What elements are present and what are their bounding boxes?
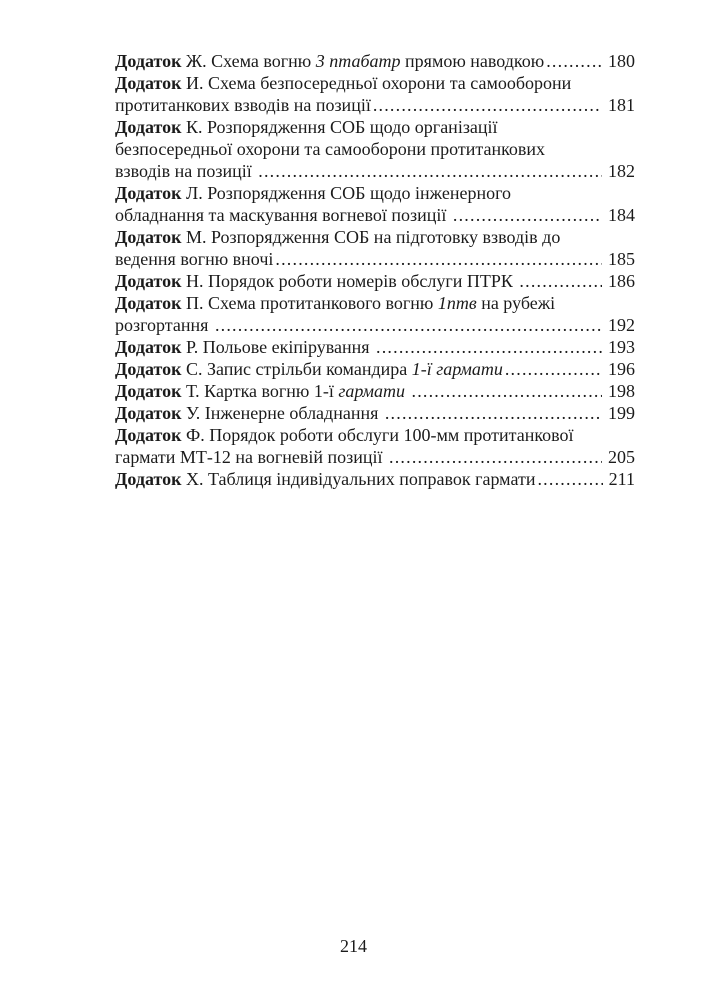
dot-leader [537, 468, 602, 490]
toc-entry [115, 424, 635, 468]
dot-leader [389, 446, 602, 468]
toc-page-number: 182 [608, 161, 635, 181]
toc-entry [115, 380, 635, 402]
toc-text-segment: безпосередньої охорони та самооборони протитанкових [115, 139, 546, 159]
toc-line-text [115, 358, 503, 380]
toc-text-segment: Р. Польове екіпірування [181, 337, 375, 357]
toc-page-number: 180 [608, 51, 635, 71]
toc-text-segment: гармати МТ-12 на вогневій позиції [115, 447, 388, 467]
toc-text-segment: Додаток [115, 425, 182, 445]
toc [115, 50, 635, 490]
toc-line-text [115, 204, 451, 226]
toc-entry [115, 116, 635, 182]
toc-page-number: 184 [608, 205, 635, 225]
toc-text-segment: Ф. Порядок роботи обслуги 100-мм протитанкової [181, 425, 574, 445]
toc-text-segment: взводів на позиції [115, 161, 257, 181]
toc-text-segment: розгортання [115, 315, 213, 335]
toc-text-segment: Додаток [115, 293, 182, 313]
toc-line-text [115, 50, 544, 72]
toc-text-segment: Додаток [115, 381, 182, 401]
toc-text-segment: М. Розпорядження СОБ на підготовку взводів до [181, 227, 561, 247]
toc-line-text [115, 380, 410, 402]
toc-page-number: 205 [608, 447, 635, 467]
toc-line [115, 292, 635, 314]
dot-leader [505, 358, 602, 380]
toc-text-segment: 3 птабатр [315, 51, 401, 71]
toc-entry [115, 292, 635, 336]
toc-line-text [115, 446, 387, 468]
toc-text-segment: Додаток [115, 403, 182, 423]
toc-page-number: 181 [608, 95, 635, 115]
toc-text-segment: протитанкових взводів на позиції [115, 95, 371, 115]
toc-text-segment: Н. Порядок роботи номерів обслуги ПТРК [181, 271, 518, 291]
toc-line [115, 94, 635, 116]
toc-line [115, 358, 635, 380]
toc-text-segment: Л. Розпорядження СОБ щодо інженерного [181, 183, 512, 203]
toc-entry [115, 336, 635, 358]
toc-line-text [115, 336, 374, 358]
toc-line [115, 380, 635, 402]
toc-text-segment: Додаток [115, 183, 182, 203]
toc-page-number: 198 [608, 381, 635, 401]
toc-line-text [115, 425, 574, 445]
dot-leader [275, 248, 602, 270]
dot-leader [258, 160, 602, 182]
dot-leader [373, 94, 602, 116]
toc-text-segment: 1-ї гармати [411, 359, 503, 379]
toc-line [115, 204, 635, 226]
toc-text-segment: С. Запис стрільби командира [181, 359, 412, 379]
toc-line-text [115, 183, 511, 203]
toc-page-number: 185 [608, 249, 635, 269]
toc-text-segment: Ж. Схема вогню [181, 51, 316, 71]
toc-text-segment: Х. Таблиця індивідуальних поправок гармати [181, 469, 536, 489]
toc-line [115, 182, 635, 204]
toc-line-text [115, 402, 383, 424]
toc-line-text [115, 73, 571, 93]
toc-text-segment: Т. Картка вогню 1-ї [181, 381, 339, 401]
toc-text-segment: П. Схема протитанкового вогню [181, 293, 438, 313]
toc-entry [115, 182, 635, 226]
dot-leader [546, 50, 602, 72]
toc-line-text [115, 314, 213, 336]
toc-text-segment: на рубежі [476, 293, 556, 313]
toc-line-text [115, 468, 535, 490]
toc-entry [115, 72, 635, 116]
toc-text-segment: У. Інженерне обладнання [181, 403, 383, 423]
toc-line-text [115, 94, 371, 116]
toc-text-segment: 1птв [437, 293, 477, 313]
toc-line [115, 160, 635, 182]
toc-page-number: 186 [608, 271, 635, 291]
toc-text-segment: обладнання та маскування вогневої позиції [115, 205, 451, 225]
toc-line [115, 446, 635, 468]
dot-leader [453, 204, 602, 226]
toc-text-segment: Додаток [115, 73, 182, 93]
toc-text-segment: прямою наводкою [400, 51, 545, 71]
dot-leader [215, 314, 602, 336]
toc-line [115, 402, 635, 424]
toc-entry [115, 226, 635, 270]
toc-text-segment: Додаток [115, 337, 182, 357]
toc-page-number: 192 [608, 315, 635, 335]
footer-page-number: 214 [340, 936, 367, 956]
toc-line [115, 424, 635, 446]
toc-text-segment: Додаток [115, 359, 182, 379]
dot-leader [519, 270, 602, 292]
toc-line-text [115, 160, 256, 182]
toc-line [115, 468, 635, 490]
toc-text-segment: И. Схема безпосередньої охорони та самооборони [181, 73, 572, 93]
dot-leader [412, 380, 603, 402]
toc-entry [115, 468, 635, 490]
toc-text-segment [405, 381, 410, 401]
toc-line-text [115, 139, 545, 159]
toc-line [115, 116, 635, 138]
toc-line [115, 270, 635, 292]
toc-line [115, 50, 635, 72]
toc-line-text [115, 117, 498, 137]
toc-text-segment: ведення вогню вночі [115, 249, 274, 269]
toc-line [115, 138, 635, 160]
toc-entry [115, 50, 635, 72]
toc-line-text [115, 293, 555, 313]
toc-text-segment: Додаток [115, 271, 182, 291]
toc-line [115, 336, 635, 358]
toc-line [115, 314, 635, 336]
toc-line-text [115, 227, 560, 247]
toc-text-segment: гармати [338, 381, 405, 401]
toc-text-segment: Додаток [115, 227, 182, 247]
dot-leader [385, 402, 602, 424]
toc-page-number: 211 [608, 469, 635, 489]
toc-text-segment: Додаток [115, 51, 182, 71]
toc-entry [115, 270, 635, 292]
toc-line-text [115, 248, 273, 270]
toc-entry [115, 402, 635, 424]
toc-line [115, 226, 635, 248]
toc-page-number: 196 [608, 359, 635, 379]
toc-entry [115, 358, 635, 380]
toc-page-number: 199 [608, 403, 635, 423]
toc-text-segment: К. Розпорядження СОБ щодо організації [181, 117, 498, 137]
toc-line-text [115, 270, 517, 292]
toc-text-segment: Додаток [115, 117, 182, 137]
toc-line [115, 72, 635, 94]
dot-leader [376, 336, 602, 358]
toc-text-segment: Додаток [115, 469, 182, 489]
toc-page-number: 193 [608, 337, 635, 357]
toc-line [115, 248, 635, 270]
